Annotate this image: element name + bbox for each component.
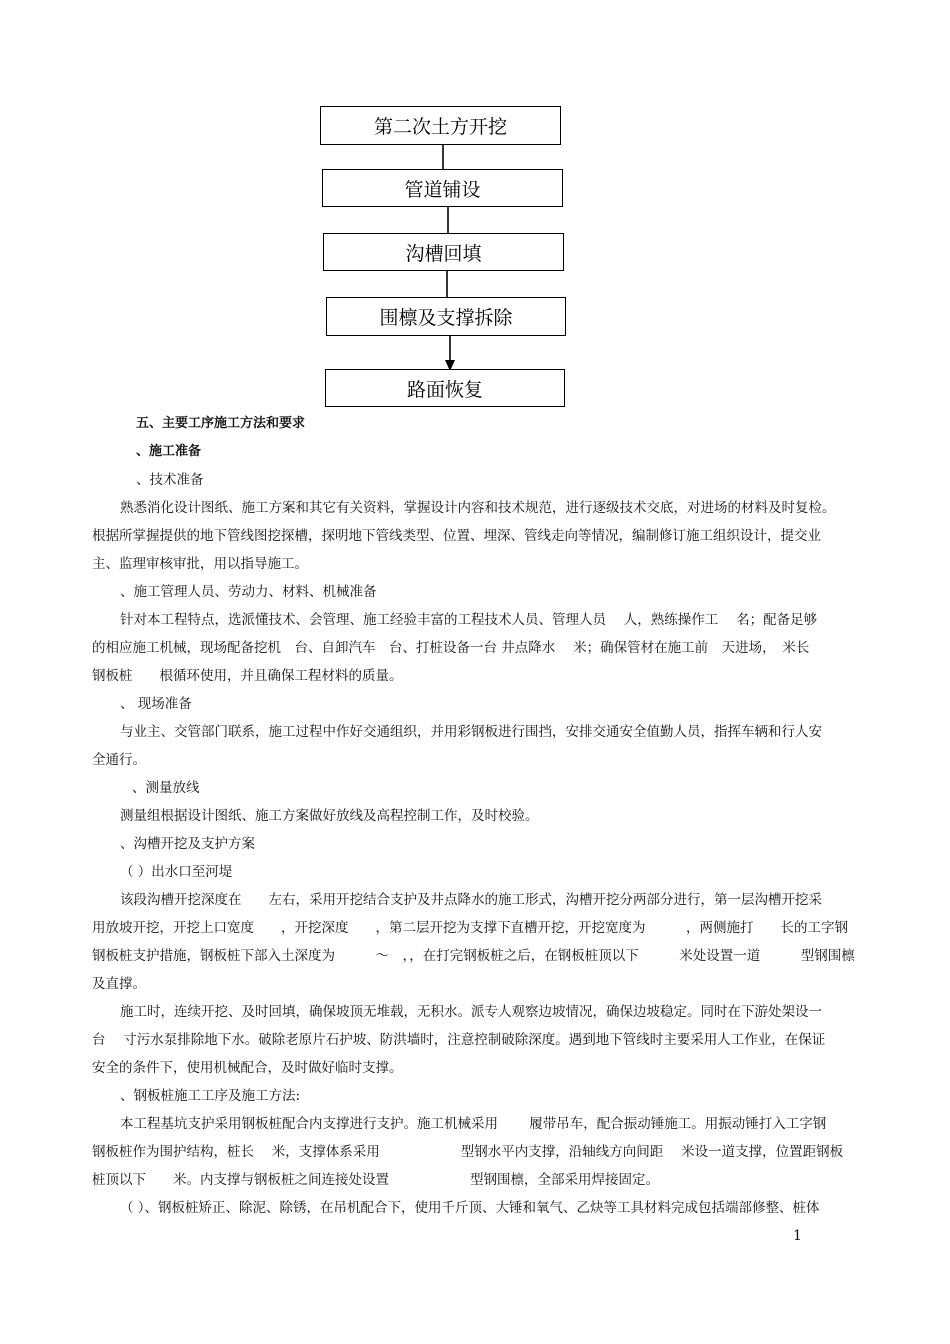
paragraph-line: 测量组根据设计图纸、施工方案做好放线及高程控制工作，及时校验。 [120, 808, 539, 824]
heading-trench: 、沟槽开挖及支护方案 [120, 836, 255, 852]
heading-tech-prep: 、技术准备 [136, 472, 204, 488]
paragraph-line: 根据所掌握提供的地下管线图挖探槽，探明地下管线类型、位置、埋深、管线走向等情况，编制修订施工组织设计，提交业 [92, 528, 821, 544]
paragraph-line: 用放坡开挖，开挖上口宽度 ，开挖深度 ，第二层开挖为支撑下直槽开挖，开挖宽度为 ，两侧施打 长的工字钢 [92, 920, 848, 936]
paragraph-line: 熟悉消化设计图纸、施工方案和其它有关资料，掌握设计内容和技术规范，进行逐级技术交底，对进场的材料及时复检。 [120, 500, 836, 516]
flow-step-support-removal: 围檩及支撑拆除 [326, 297, 566, 336]
heading-survey: 、测量放线 [132, 780, 200, 796]
paragraph-line: 钢板桩 根循环使用，并且确保工程材料的质量。 [92, 668, 403, 684]
paragraph-line: 本工程基坑支护采用钢板桩配合内支撑进行支护。施工机械采用 履带吊车，配合振动锤施工。用振动锤打入工字钢 [120, 1116, 827, 1132]
heading-sheet-pile: 、钢板桩施工工序及施工方法: [120, 1088, 301, 1104]
paragraph-line: 桩顶以下 米。内支撑与钢板桩之间连接处设置 型钢围檩，全部采用焊接固定。 [92, 1172, 659, 1188]
flow-step-road-restoration: 路面恢复 [325, 369, 565, 407]
heading-site-prep: 、 现场准备 [120, 696, 192, 712]
flow-step-pipe-laying: 管道铺设 [322, 169, 563, 207]
paragraph-line: 针对本工程特点，选派懂技术、会管理、施工经验丰富的工程技术人员、管理人员 人，熟练操作工 名；配备足够 [120, 612, 818, 628]
heading-construction-prep: 、施工准备 [136, 444, 202, 459]
paragraph-line: 安全的条件下，使用机械配合，及时做好临时支撑。 [92, 1060, 403, 1076]
section-title: 五、主要工序施工方法和要求 [136, 416, 306, 431]
paragraph-line: 与业主、交管部门联系，施工过程中作好交通组织，并用彩钢板进行围挡，安排交通安全值勤人员，指挥车辆和行人安 [120, 724, 822, 740]
paragraph-line: 的相应施工机械，现场配备挖机 台、自卸汽车 台、打桩设备一台 井点降水 米；确保管材在施工前 天进场， 米长 [92, 640, 810, 656]
paragraph-line: （ ）、钢板桩矫正、除泥、除锈，在吊机配合下，使用千斤顶、大锤和氧气、乙炔等工具材料完成包括端部修整、桩体 [120, 1200, 820, 1216]
flow-step-excavation: 第二次土方开挖 [320, 106, 561, 145]
paragraph-line: 钢板桩支护措施，钢板桩下部入土深度为 ～ ，，在打完钢板桩之后，在钢板桩顶以下 米处设置一道 型钢围檩 [92, 948, 855, 964]
heading-staff-prep: 、施工管理人员、劳动力、材料、机械准备 [120, 584, 377, 600]
paragraph-line: 台 寸污水泵排除地下水。破除老原片石护坡、防洪墙时，注意控制破除深度。遇到地下管线时主要采用人工作业，在保证 [92, 1032, 826, 1048]
flow-step-backfill: 沟槽回填 [323, 233, 564, 271]
paragraph-line: 及直撑。 [92, 976, 146, 992]
flowchart-connectors [0, 0, 950, 420]
paragraph-line: 施工时，连续开挖、及时回填，确保坡顶无堆载，无积水。派专人观察边坡情况，确保边坡稳定。同时在下游处架设一 [120, 1004, 822, 1020]
heading-outlet: （ ）出水口至河堤 [120, 864, 233, 880]
paragraph-line: 钢板桩作为围护结构，桩长 米，支撑体系采用 型钢水平内支撑，沿轴线方向间距 米设一道支撑，位置距钢板 [92, 1144, 844, 1160]
paragraph-line: 全通行。 [92, 752, 146, 768]
page-number: 1 [793, 1228, 802, 1244]
paragraph-line: 主、监理审核审批，用以指导施工。 [92, 556, 308, 572]
paragraph-line: 该段沟槽开挖深度在 左右，采用开挖结合支护及井点降水的施工形式，沟槽开挖分两部分进行，第一层沟槽开挖采 [120, 892, 822, 908]
